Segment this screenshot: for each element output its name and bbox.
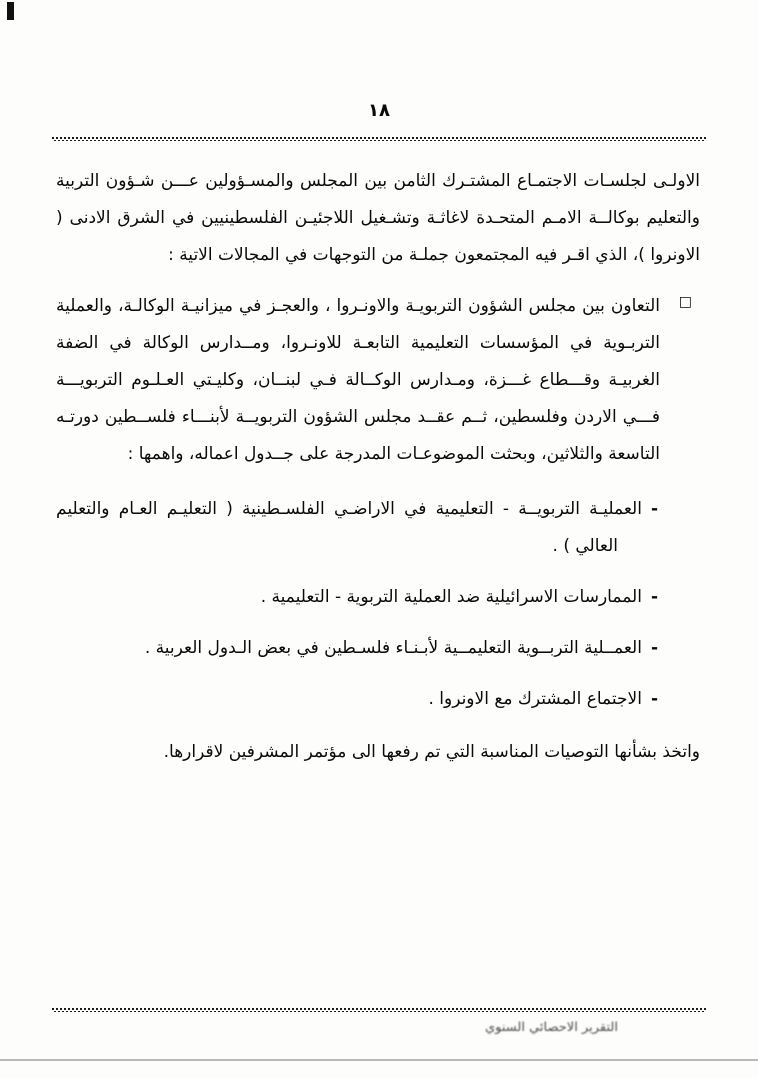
dash-icon: - [650, 587, 658, 607]
dash-icon: - [650, 499, 658, 519]
closing-paragraph: واتخذ بشأنها التوصيات المناسبة التي تم رفعها الى مؤتمر المشرفين لاقرارها. [163, 742, 700, 762]
intro-paragraph: الاولـى لجلسـات الاجتمـاع المشتـرك الثامن بين المجلس والمسـؤولين عـــن شـؤون التربية والتعليم بوكالــة الامـم المتحـدة لاغاثـة وتشـغيل اللاجئيـن الفلسطينيين في الشرق الادنى ( الاونروا )، الذي اقـر فيه المجتمعون جملـة من التوجهات في المجالات الاتية : [56, 171, 700, 265]
list-item-text: العمــلية التربــوية التعليمــية لأبـنـاء فلسـطين في بعض الـدول العربية . [144, 638, 642, 658]
list-item [56, 630, 700, 667]
top-divider [52, 137, 706, 142]
bullet-item [56, 288, 700, 473]
footer-running-title: التقرير الاحصائي السنوي [484, 1020, 618, 1035]
scan-edge-line [0, 1059, 758, 1061]
bullet-item-text: التعاون بين مجلس الشؤون التربويـة والاونـروا ، والعجـز في ميزانيـة الوكالـة، والعملية التربـوية في المؤسسات التعليمية التابعـة للاونـروا، ومــدارس الوكالة في الضفة الغربيـة وقـــطاع غـــزة، ومـدارس الوكــالة فـي لبنــان، وكليـتي العـلـوم التربويـــة فـــي الاردن وفلسطين، ثــم عقــد مجلس الشؤون التربويــة لأبنـــاء فلســطين دورتـه التاسعة والثلاثين، وبحثت الموضوعـات المدرجة على جــدول اعماله، واهمها : [56, 296, 660, 464]
document-body [56, 163, 700, 785]
page-number: ١٨ [368, 100, 390, 121]
dash-icon: - [650, 689, 658, 709]
list-item [56, 579, 700, 616]
list-item [56, 491, 700, 565]
dash-icon: - [650, 638, 658, 658]
bottom-divider [52, 1008, 706, 1013]
list-item-text: العمليـة التربويــة - التعليمية في الاراضـي الفلسـطينية ( التعليـم العـام والتعليم العالي ) . [56, 499, 642, 556]
list-item-text: الممارسات الاسرائيلية ضد العملية التربوية - التعليمية . [260, 587, 642, 607]
list-item [56, 681, 700, 718]
square-bullet-icon: □ [678, 294, 692, 310]
list-item-text: الاجتماع المشترك مع الاونروا . [428, 689, 642, 709]
scan-artifact [7, 2, 14, 20]
